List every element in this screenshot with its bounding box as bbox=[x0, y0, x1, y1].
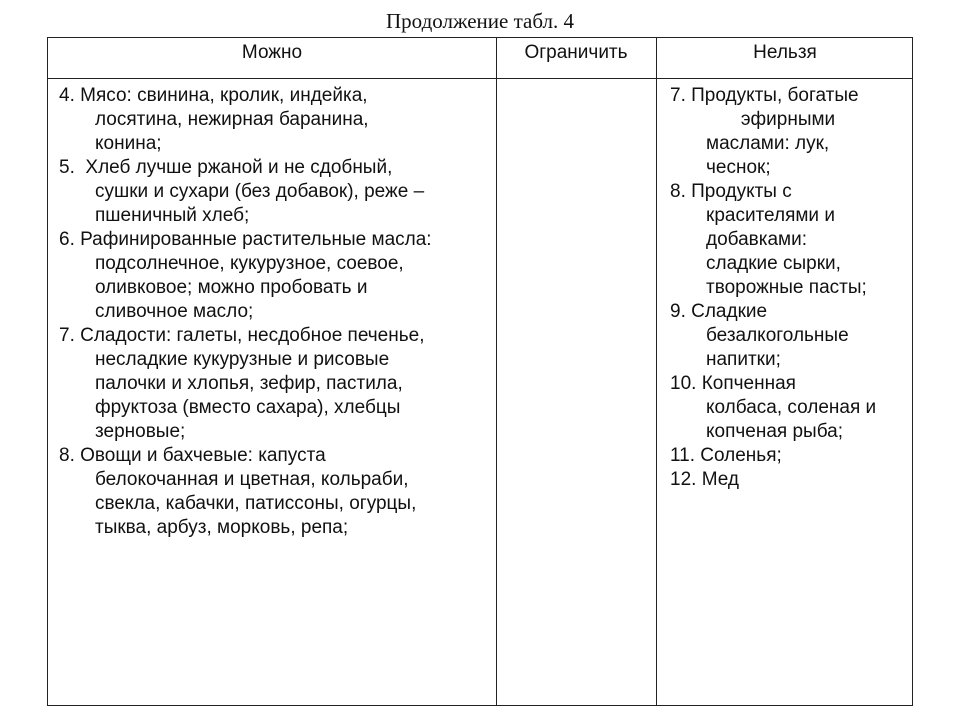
list-item bbox=[670, 180, 906, 300]
column-divider bbox=[656, 38, 657, 705]
list-item bbox=[59, 324, 491, 444]
list-item bbox=[670, 468, 906, 492]
list-item bbox=[670, 372, 906, 444]
item-line: палочки и хлопья, зефир, пастила, bbox=[95, 373, 403, 394]
item-line: 12. Мед bbox=[670, 469, 739, 490]
item-line: сливочное масло; bbox=[95, 301, 254, 322]
item-line: конина; bbox=[95, 133, 162, 154]
item-line: чеснок; bbox=[706, 157, 771, 178]
item-line: безалкогольные bbox=[706, 325, 849, 346]
item-line: тыква, арбуз, морковь, репа; bbox=[95, 517, 349, 538]
header-limit: Ограничить bbox=[524, 42, 628, 63]
item-line: творожные пасты; bbox=[706, 277, 867, 298]
item-line: сладкие сырки, bbox=[706, 253, 841, 274]
header-divider bbox=[48, 78, 912, 79]
list-item bbox=[59, 84, 491, 156]
item-line: пшеничный хлеб; bbox=[95, 205, 250, 226]
item-line: маслами: лук, bbox=[706, 133, 830, 154]
item-line: лосятина, нежирная баранина, bbox=[95, 109, 369, 130]
item-line: 5. Хлеб лучше ржаной и не сдобный, bbox=[59, 157, 393, 178]
item-line: фруктоза (вместо сахара), хлебцы bbox=[95, 397, 401, 418]
item-line: добавками: bbox=[706, 229, 808, 250]
item-line: подсолнечное, кукурузное, соевое, bbox=[95, 253, 404, 274]
list-item bbox=[670, 444, 906, 468]
header-forbidden: Нельзя bbox=[753, 42, 817, 63]
item-line: несладкие кукурузные и рисовые bbox=[95, 349, 390, 370]
item-line: красителями и bbox=[706, 205, 835, 226]
item-line: белокочанная и цветная, кольраби, bbox=[95, 469, 409, 490]
item-line: сушки и сухари (без добавок), реже – bbox=[95, 181, 425, 202]
list-item bbox=[59, 444, 491, 540]
item-line: копченая рыба; bbox=[706, 421, 843, 442]
item-line: свекла, кабачки, патиссоны, огурцы, bbox=[95, 493, 417, 514]
allowed-cell bbox=[59, 84, 491, 540]
list-item bbox=[670, 84, 906, 180]
item-line: 8. Овощи и бахчевые: капуста bbox=[59, 445, 326, 466]
diet-table bbox=[47, 37, 913, 706]
item-line: 6. Рафинированные растительные масла: bbox=[59, 229, 432, 250]
item-line: колбаса, соленая и bbox=[706, 397, 877, 418]
item-line: 7. Сладости: галеты, несдобное печенье, bbox=[59, 325, 425, 346]
item-line: эфирными bbox=[740, 109, 836, 130]
header-allowed: Можно bbox=[241, 42, 303, 63]
item-line: оливковое; можно пробовать и bbox=[95, 277, 368, 298]
item-line: 7. Продукты, богатые bbox=[670, 85, 859, 106]
item-line: напитки; bbox=[706, 349, 781, 370]
list-item bbox=[59, 156, 491, 228]
table-caption: Продолжение табл. 4 bbox=[386, 9, 574, 33]
item-line: 10. Копченная bbox=[670, 373, 796, 394]
item-line: 4. Мясо: свинина, кролик, индейка, bbox=[59, 85, 368, 106]
item-line: 11. Соленья; bbox=[670, 445, 782, 466]
list-item bbox=[59, 228, 491, 324]
forbidden-cell bbox=[670, 84, 906, 492]
item-line: 8. Продукты с bbox=[670, 181, 792, 202]
item-line: зерновые; bbox=[95, 421, 186, 442]
column-divider bbox=[496, 38, 497, 705]
list-item bbox=[670, 300, 906, 372]
item-line: 9. Сладкие bbox=[670, 301, 768, 322]
